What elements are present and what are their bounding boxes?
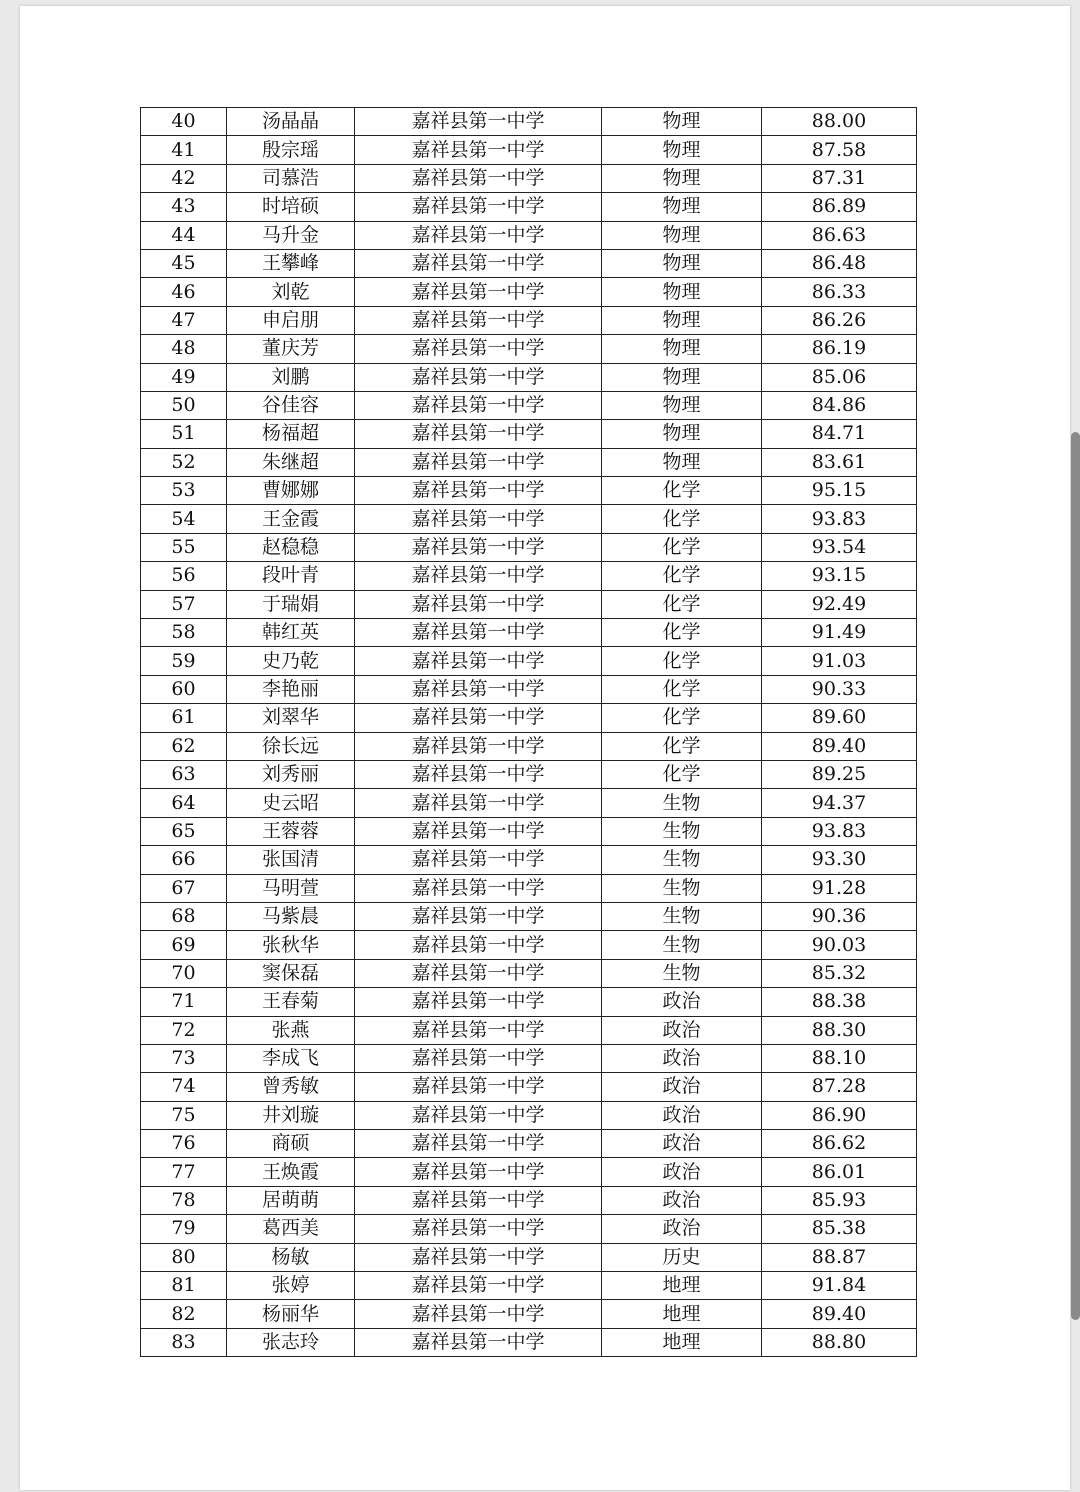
- school-cell: 嘉祥县第一中学: [355, 477, 602, 505]
- index-cell: 74: [141, 1073, 227, 1101]
- name-cell: 朱继超: [227, 448, 355, 476]
- name-cell: 杨丽华: [227, 1300, 355, 1328]
- table-row: [141, 988, 917, 1016]
- score-cell: 89.40: [762, 732, 917, 760]
- score-cell: 88.00: [762, 108, 917, 136]
- subject-cell: 化学: [602, 732, 762, 760]
- school-cell: 嘉祥县第一中学: [355, 136, 602, 164]
- table-row: [141, 249, 917, 277]
- school-cell: 嘉祥县第一中学: [355, 931, 602, 959]
- school-cell: 嘉祥县第一中学: [355, 1243, 602, 1271]
- score-cell: 90.36: [762, 902, 917, 930]
- index-cell: 49: [141, 363, 227, 391]
- table-row: [141, 789, 917, 817]
- name-cell: 张志玲: [227, 1328, 355, 1356]
- score-cell: 91.49: [762, 619, 917, 647]
- index-cell: 62: [141, 732, 227, 760]
- subject-cell: 化学: [602, 562, 762, 590]
- index-cell: 52: [141, 448, 227, 476]
- name-cell: 赵稳稳: [227, 533, 355, 561]
- score-cell: 90.03: [762, 931, 917, 959]
- table-row: [141, 108, 917, 136]
- table-row: [141, 817, 917, 845]
- index-cell: 72: [141, 1016, 227, 1044]
- name-cell: 徐长远: [227, 732, 355, 760]
- score-cell: 86.89: [762, 193, 917, 221]
- subject-cell: 生物: [602, 931, 762, 959]
- subject-cell: 生物: [602, 789, 762, 817]
- score-cell: 86.01: [762, 1158, 917, 1186]
- school-cell: 嘉祥县第一中学: [355, 1272, 602, 1300]
- school-cell: 嘉祥县第一中学: [355, 1158, 602, 1186]
- school-cell: 嘉祥县第一中学: [355, 164, 602, 192]
- school-cell: 嘉祥县第一中学: [355, 1328, 602, 1356]
- school-cell: 嘉祥县第一中学: [355, 335, 602, 363]
- subject-cell: 地理: [602, 1328, 762, 1356]
- index-cell: 54: [141, 505, 227, 533]
- name-cell: 史乃乾: [227, 647, 355, 675]
- index-cell: 47: [141, 306, 227, 334]
- school-cell: 嘉祥县第一中学: [355, 1044, 602, 1072]
- table-row: [141, 221, 917, 249]
- subject-cell: 生物: [602, 817, 762, 845]
- school-cell: 嘉祥县第一中学: [355, 533, 602, 561]
- school-cell: 嘉祥县第一中学: [355, 1215, 602, 1243]
- subject-cell: 物理: [602, 108, 762, 136]
- subject-cell: 政治: [602, 1186, 762, 1214]
- name-cell: 刘秀丽: [227, 760, 355, 788]
- table-row: [141, 732, 917, 760]
- name-cell: 司慕浩: [227, 164, 355, 192]
- name-cell: 窦保磊: [227, 959, 355, 987]
- name-cell: 马紫晨: [227, 902, 355, 930]
- index-cell: 56: [141, 562, 227, 590]
- document-page: [20, 6, 1070, 1490]
- table-row: [141, 306, 917, 334]
- score-cell: 88.80: [762, 1328, 917, 1356]
- vertical-scrollbar[interactable]: [1071, 432, 1080, 1320]
- index-cell: 53: [141, 477, 227, 505]
- subject-cell: 物理: [602, 164, 762, 192]
- score-cell: 85.93: [762, 1186, 917, 1214]
- index-cell: 78: [141, 1186, 227, 1214]
- score-cell: 87.31: [762, 164, 917, 192]
- score-cell: 84.71: [762, 420, 917, 448]
- subject-cell: 化学: [602, 533, 762, 561]
- school-cell: 嘉祥县第一中学: [355, 590, 602, 618]
- table-row: [141, 391, 917, 419]
- subject-cell: 物理: [602, 249, 762, 277]
- index-cell: 69: [141, 931, 227, 959]
- name-cell: 张婷: [227, 1272, 355, 1300]
- subject-cell: 政治: [602, 988, 762, 1016]
- score-cell: 86.90: [762, 1101, 917, 1129]
- name-cell: 王金霞: [227, 505, 355, 533]
- index-cell: 51: [141, 420, 227, 448]
- score-cell: 83.61: [762, 448, 917, 476]
- index-cell: 42: [141, 164, 227, 192]
- school-cell: 嘉祥县第一中学: [355, 675, 602, 703]
- table-row: [141, 1073, 917, 1101]
- subject-cell: 政治: [602, 1016, 762, 1044]
- subject-cell: 物理: [602, 278, 762, 306]
- table-row: [141, 590, 917, 618]
- name-cell: 段叶青: [227, 562, 355, 590]
- name-cell: 李成飞: [227, 1044, 355, 1072]
- table-row: [141, 164, 917, 192]
- school-cell: 嘉祥县第一中学: [355, 846, 602, 874]
- subject-cell: 物理: [602, 420, 762, 448]
- subject-cell: 政治: [602, 1130, 762, 1158]
- subject-cell: 生物: [602, 874, 762, 902]
- table-row: [141, 647, 917, 675]
- subject-cell: 物理: [602, 193, 762, 221]
- score-cell: 93.83: [762, 505, 917, 533]
- name-cell: 井刘璇: [227, 1101, 355, 1129]
- score-cell: 92.49: [762, 590, 917, 618]
- school-cell: 嘉祥县第一中学: [355, 874, 602, 902]
- name-cell: 曾秀敏: [227, 1073, 355, 1101]
- school-cell: 嘉祥县第一中学: [355, 448, 602, 476]
- score-table: [140, 107, 917, 1357]
- school-cell: 嘉祥县第一中学: [355, 221, 602, 249]
- name-cell: 汤晶晶: [227, 108, 355, 136]
- score-cell: 89.25: [762, 760, 917, 788]
- table-row: [141, 278, 917, 306]
- table-row: [141, 1158, 917, 1186]
- subject-cell: 地理: [602, 1272, 762, 1300]
- table-row: [141, 477, 917, 505]
- score-cell: 86.33: [762, 278, 917, 306]
- school-cell: 嘉祥县第一中学: [355, 391, 602, 419]
- subject-cell: 政治: [602, 1215, 762, 1243]
- index-cell: 66: [141, 846, 227, 874]
- school-cell: 嘉祥县第一中学: [355, 619, 602, 647]
- index-cell: 50: [141, 391, 227, 419]
- school-cell: 嘉祥县第一中学: [355, 732, 602, 760]
- table-row: [141, 675, 917, 703]
- index-cell: 65: [141, 817, 227, 845]
- index-cell: 73: [141, 1044, 227, 1072]
- index-cell: 59: [141, 647, 227, 675]
- subject-cell: 化学: [602, 477, 762, 505]
- table-row: [141, 704, 917, 732]
- school-cell: 嘉祥县第一中学: [355, 704, 602, 732]
- school-cell: 嘉祥县第一中学: [355, 647, 602, 675]
- school-cell: 嘉祥县第一中学: [355, 249, 602, 277]
- table-row: [141, 505, 917, 533]
- score-cell: 86.63: [762, 221, 917, 249]
- school-cell: 嘉祥县第一中学: [355, 817, 602, 845]
- score-cell: 88.87: [762, 1243, 917, 1271]
- index-cell: 83: [141, 1328, 227, 1356]
- score-cell: 88.10: [762, 1044, 917, 1072]
- name-cell: 史云昭: [227, 789, 355, 817]
- score-cell: 86.19: [762, 335, 917, 363]
- subject-cell: 政治: [602, 1101, 762, 1129]
- table-row: [141, 846, 917, 874]
- table-row: [141, 1243, 917, 1271]
- name-cell: 董庆芳: [227, 335, 355, 363]
- table-row: [141, 193, 917, 221]
- name-cell: 于瑞娟: [227, 590, 355, 618]
- index-cell: 45: [141, 249, 227, 277]
- score-cell: 88.38: [762, 988, 917, 1016]
- subject-cell: 化学: [602, 760, 762, 788]
- name-cell: 张秋华: [227, 931, 355, 959]
- name-cell: 张国清: [227, 846, 355, 874]
- subject-cell: 历史: [602, 1243, 762, 1271]
- name-cell: 刘鹏: [227, 363, 355, 391]
- school-cell: 嘉祥县第一中学: [355, 988, 602, 1016]
- table-row: [141, 335, 917, 363]
- subject-cell: 物理: [602, 448, 762, 476]
- table-row: [141, 1215, 917, 1243]
- subject-cell: 地理: [602, 1300, 762, 1328]
- index-cell: 70: [141, 959, 227, 987]
- score-cell: 89.40: [762, 1300, 917, 1328]
- name-cell: 马升金: [227, 221, 355, 249]
- subject-cell: 生物: [602, 902, 762, 930]
- name-cell: 殷宗瑶: [227, 136, 355, 164]
- index-cell: 55: [141, 533, 227, 561]
- score-cell: 95.15: [762, 477, 917, 505]
- score-cell: 87.28: [762, 1073, 917, 1101]
- table-row: [141, 533, 917, 561]
- index-cell: 44: [141, 221, 227, 249]
- school-cell: 嘉祥县第一中学: [355, 505, 602, 533]
- school-cell: 嘉祥县第一中学: [355, 760, 602, 788]
- score-cell: 87.58: [762, 136, 917, 164]
- name-cell: 杨福超: [227, 420, 355, 448]
- school-cell: 嘉祥县第一中学: [355, 1130, 602, 1158]
- name-cell: 刘乾: [227, 278, 355, 306]
- score-cell: 90.33: [762, 675, 917, 703]
- table-row: [141, 1328, 917, 1356]
- name-cell: 杨敏: [227, 1243, 355, 1271]
- index-cell: 82: [141, 1300, 227, 1328]
- index-cell: 79: [141, 1215, 227, 1243]
- table-row: [141, 1186, 917, 1214]
- name-cell: 王蓉蓉: [227, 817, 355, 845]
- table-row: [141, 1130, 917, 1158]
- school-cell: 嘉祥县第一中学: [355, 193, 602, 221]
- index-cell: 58: [141, 619, 227, 647]
- subject-cell: 物理: [602, 391, 762, 419]
- index-cell: 67: [141, 874, 227, 902]
- school-cell: 嘉祥县第一中学: [355, 1073, 602, 1101]
- index-cell: 77: [141, 1158, 227, 1186]
- subject-cell: 政治: [602, 1073, 762, 1101]
- index-cell: 41: [141, 136, 227, 164]
- subject-cell: 化学: [602, 647, 762, 675]
- name-cell: 刘翠华: [227, 704, 355, 732]
- subject-cell: 化学: [602, 590, 762, 618]
- score-cell: 91.28: [762, 874, 917, 902]
- score-cell: 93.83: [762, 817, 917, 845]
- name-cell: 时培硕: [227, 193, 355, 221]
- score-cell: 91.03: [762, 647, 917, 675]
- score-cell: 93.54: [762, 533, 917, 561]
- school-cell: 嘉祥县第一中学: [355, 1016, 602, 1044]
- score-cell: 86.62: [762, 1130, 917, 1158]
- index-cell: 68: [141, 902, 227, 930]
- subject-cell: 物理: [602, 363, 762, 391]
- table-row: [141, 619, 917, 647]
- index-cell: 76: [141, 1130, 227, 1158]
- table-row: [141, 959, 917, 987]
- index-cell: 81: [141, 1272, 227, 1300]
- index-cell: 40: [141, 108, 227, 136]
- score-cell: 93.30: [762, 846, 917, 874]
- index-cell: 57: [141, 590, 227, 618]
- school-cell: 嘉祥县第一中学: [355, 1186, 602, 1214]
- name-cell: 葛西美: [227, 1215, 355, 1243]
- table-row: [141, 1016, 917, 1044]
- index-cell: 71: [141, 988, 227, 1016]
- subject-cell: 化学: [602, 505, 762, 533]
- table-row: [141, 363, 917, 391]
- name-cell: 韩红英: [227, 619, 355, 647]
- table-row: [141, 448, 917, 476]
- index-cell: 80: [141, 1243, 227, 1271]
- name-cell: 张燕: [227, 1016, 355, 1044]
- school-cell: 嘉祥县第一中学: [355, 363, 602, 391]
- table-row: [141, 1300, 917, 1328]
- subject-cell: 生物: [602, 846, 762, 874]
- index-cell: 46: [141, 278, 227, 306]
- name-cell: 商硕: [227, 1130, 355, 1158]
- score-cell: 85.32: [762, 959, 917, 987]
- index-cell: 64: [141, 789, 227, 817]
- name-cell: 王焕霞: [227, 1158, 355, 1186]
- name-cell: 马明萱: [227, 874, 355, 902]
- table-body: [141, 108, 917, 1357]
- name-cell: 王春菊: [227, 988, 355, 1016]
- name-cell: 曹娜娜: [227, 477, 355, 505]
- school-cell: 嘉祥县第一中学: [355, 108, 602, 136]
- subject-cell: 化学: [602, 619, 762, 647]
- index-cell: 48: [141, 335, 227, 363]
- school-cell: 嘉祥县第一中学: [355, 1101, 602, 1129]
- table-row: [141, 760, 917, 788]
- table-row: [141, 562, 917, 590]
- name-cell: 李艳丽: [227, 675, 355, 703]
- index-cell: 75: [141, 1101, 227, 1129]
- subject-cell: 生物: [602, 959, 762, 987]
- score-cell: 89.60: [762, 704, 917, 732]
- index-cell: 63: [141, 760, 227, 788]
- score-cell: 85.06: [762, 363, 917, 391]
- table-row: [141, 136, 917, 164]
- score-cell: 86.26: [762, 306, 917, 334]
- name-cell: 申启朋: [227, 306, 355, 334]
- score-cell: 94.37: [762, 789, 917, 817]
- school-cell: 嘉祥县第一中学: [355, 306, 602, 334]
- subject-cell: 化学: [602, 704, 762, 732]
- subject-cell: 物理: [602, 306, 762, 334]
- index-cell: 43: [141, 193, 227, 221]
- table-row: [141, 931, 917, 959]
- name-cell: 居萌萌: [227, 1186, 355, 1214]
- table-row: [141, 420, 917, 448]
- subject-cell: 化学: [602, 675, 762, 703]
- score-cell: 85.38: [762, 1215, 917, 1243]
- name-cell: 谷佳容: [227, 391, 355, 419]
- index-cell: 61: [141, 704, 227, 732]
- table-row: [141, 1272, 917, 1300]
- school-cell: 嘉祥县第一中学: [355, 902, 602, 930]
- subject-cell: 物理: [602, 335, 762, 363]
- subject-cell: 物理: [602, 221, 762, 249]
- school-cell: 嘉祥县第一中学: [355, 1300, 602, 1328]
- school-cell: 嘉祥县第一中学: [355, 278, 602, 306]
- score-cell: 84.86: [762, 391, 917, 419]
- school-cell: 嘉祥县第一中学: [355, 562, 602, 590]
- index-cell: 60: [141, 675, 227, 703]
- name-cell: 王攀峰: [227, 249, 355, 277]
- score-cell: 86.48: [762, 249, 917, 277]
- subject-cell: 物理: [602, 136, 762, 164]
- table-row: [141, 1044, 917, 1072]
- table-row: [141, 902, 917, 930]
- school-cell: 嘉祥县第一中学: [355, 789, 602, 817]
- subject-cell: 政治: [602, 1044, 762, 1072]
- school-cell: 嘉祥县第一中学: [355, 420, 602, 448]
- school-cell: 嘉祥县第一中学: [355, 959, 602, 987]
- table-row: [141, 1101, 917, 1129]
- score-cell: 91.84: [762, 1272, 917, 1300]
- score-cell: 93.15: [762, 562, 917, 590]
- subject-cell: 政治: [602, 1158, 762, 1186]
- score-cell: 88.30: [762, 1016, 917, 1044]
- table-row: [141, 874, 917, 902]
